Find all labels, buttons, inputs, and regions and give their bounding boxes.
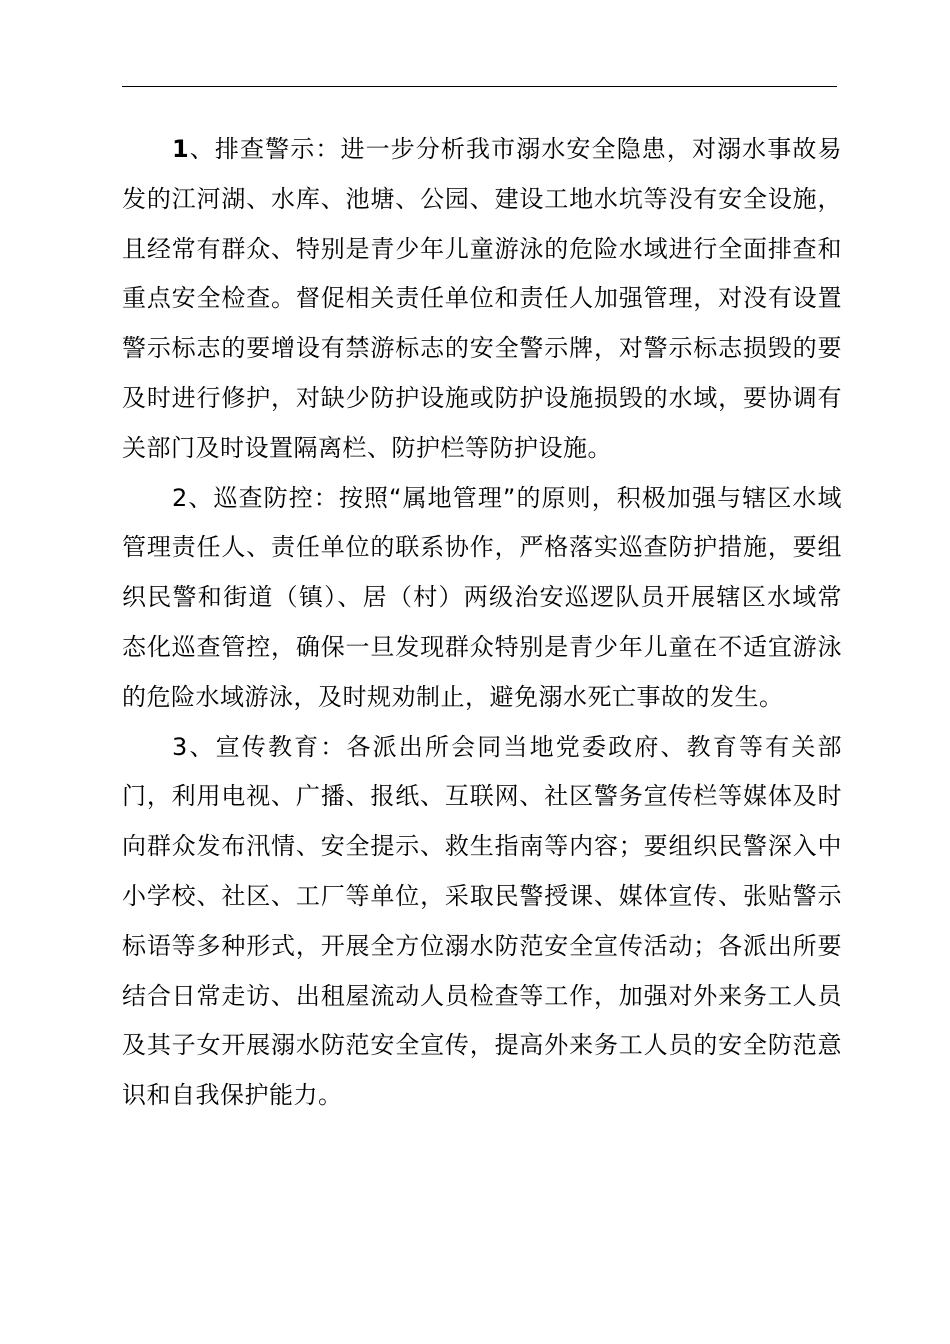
paragraph-3-number: 3 [172, 732, 188, 761]
document-body [122, 125, 842, 1121]
paragraph-2-text: 、巡查防控：按照“属地管理”的原则，积极加强与辖区水域管理责任人、责任单位的联系协作，严格落实巡查防护措施，要组织民警和街道（镇）、居（村）两级治安巡逻队员开展辖区水域常态化巡查管控，确保一旦发现群众特别是青少年儿童在不适宜游泳的危险水域游泳，及时规劝制止，避免溺水死亡事故的发生。 [122, 483, 842, 711]
paragraph-3-text: 、宣传教育：各派出所会同当地党委政府、教育等有关部门，利用电视、广播、报纸、互联网、社区警务宣传栏等媒体及时向群众发布汛情、安全提示、救生指南等内容；要组织民警深入中小学校、社区、工厂等单位，采取民警授课、媒体宣传、张贴警示标语等多种形式，开展全方位溺水防范安全宣传活动；各派出所要结合日常走访、出租屋流动人员检查等工作，加强对外来务工人员及其子女开展溺水防范安全宣传，提高外来务工人员的安全防范意识和自我保护能力。 [122, 732, 842, 1110]
paragraph-3 [122, 723, 842, 1121]
header-rule [122, 86, 837, 87]
paragraph-1-text: 、排查警示：进一步分析我市溺水安全隐患，对溺水事故易发的江河湖、水库、池塘、公园、建设工地水坑等没有安全设施，且经常有群众、特别是青少年儿童游泳的危险水域进行全面排查和重点安全检查。督促相关责任单位和责任人加强管理，对没有设置警示标志的要增设有禁游标志的安全警示牌，对警示标志损毁的要及时进行修护，对缺少防护设施或防护设施损毁的水域，要协调有关部门及时设置隔离栏、防护栏等防护设施。 [122, 135, 842, 462]
paragraph-1 [122, 125, 842, 474]
paragraph-2-number: 2 [172, 483, 188, 512]
paragraph-1-number: 1 [172, 135, 190, 163]
paragraph-2 [122, 474, 842, 723]
